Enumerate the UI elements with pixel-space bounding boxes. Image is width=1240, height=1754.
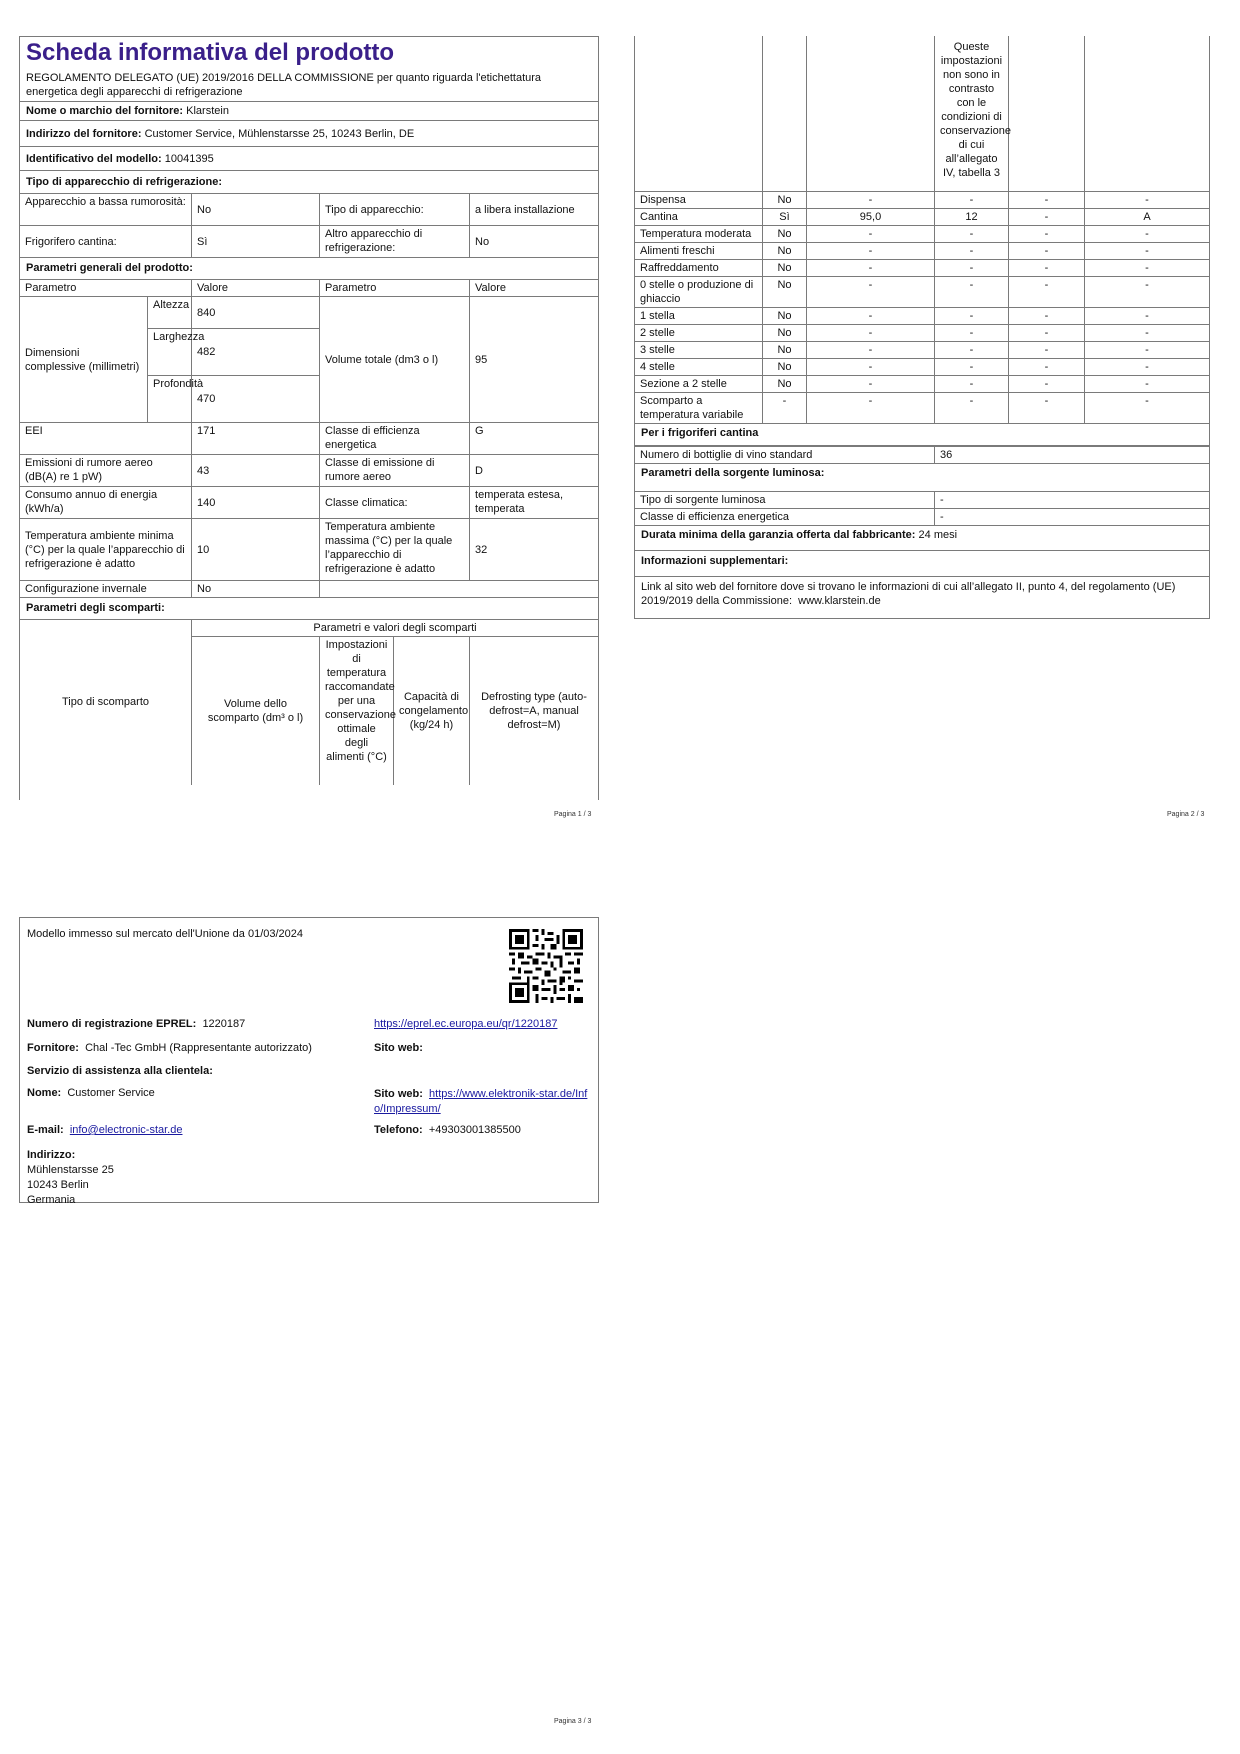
compartment-row [635, 242, 1210, 259]
compartment-volume: - [807, 242, 935, 259]
general-params-table [19, 279, 599, 598]
qr-code-icon [509, 929, 583, 1003]
supplier-value: Chal -Tec GmbH (Rappresentante autorizzato) [85, 1042, 312, 1054]
compartment-freeze: - [1009, 307, 1085, 324]
col-header-param: Parametro [20, 280, 192, 297]
page-title: Scheda informativa del prodotto [26, 39, 395, 66]
supplier-label: Nome o marchio del fornitore: [26, 105, 184, 117]
compartment-volume-header: Volume dello scomparto (dm³ o l) [192, 637, 320, 785]
page-number-3: Pagina 3 / 3 [554, 1718, 592, 1725]
compartment-freeze: - [1009, 358, 1085, 375]
compartment-name: Temperatura moderata [635, 225, 763, 242]
website-label-row [374, 1042, 423, 1054]
temp-note: Queste impostazioni non sono in contrasto con le condizioni di conservazione di cui all’allegato IV, tabella 3 [935, 36, 1009, 191]
compartment-temp-header: Impostazioni di temperatura raccomandate per una conservazione ottimale degli alimenti (°C) [320, 637, 394, 785]
email-label: E-mail: [27, 1124, 64, 1136]
winter-config-label: Configurazione invernale [20, 581, 192, 598]
model-row [20, 147, 598, 171]
bottles-value: 36 [935, 446, 1210, 463]
wine-heading: Per i frigoriferi cantina [635, 423, 1209, 446]
compartment-defrost: - [1085, 392, 1210, 423]
phone-label: Telefono: [374, 1124, 423, 1136]
compartment-temp: - [935, 259, 1009, 276]
appliance-type-label: Tipo di apparecchio: [320, 194, 470, 226]
compartment-name: 3 stelle [635, 341, 763, 358]
compartment-temp: - [935, 307, 1009, 324]
low-noise-value: No [192, 194, 320, 226]
website2-row [374, 1087, 594, 1117]
supplier-row [20, 102, 598, 121]
compartment-row [635, 259, 1210, 276]
compartment-present: No [763, 225, 807, 242]
compartment-row [635, 225, 1210, 242]
note-empty-5 [1085, 36, 1210, 191]
compartment-defrost: - [1085, 242, 1210, 259]
note-empty-4 [1009, 36, 1085, 191]
light-type-value: - [935, 491, 1210, 508]
compartment-volume: - [807, 307, 935, 324]
compartment-freeze-header: Capacità di congelamento (kg/24 h) [394, 637, 470, 785]
model-value: 10041395 [164, 153, 214, 165]
noise-class-label: Classe di emissione di rumore aereo [320, 455, 470, 487]
compartment-values-table [634, 36, 1210, 424]
warranty-label: Durata minima della garanzia offerta dal fabbricante: [641, 528, 916, 541]
compartment-defrost: - [1085, 276, 1210, 307]
address-value: Customer Service, Mühlenstarsse 25, 10243 Berlin, DE [144, 128, 415, 140]
compartment-row [635, 392, 1210, 423]
noise-value: 43 [192, 455, 320, 487]
info-text: Link al sito web del fornitore dove si trovano le informazioni di cui all’allegato II, punto 4, del regolamento (UE) 2019/2019 della Commissione: www.klarstein.de [641, 580, 1176, 607]
page-2-sheet [634, 36, 1210, 624]
compartment-temp: - [935, 242, 1009, 259]
compartment-name: Sezione a 2 stelle [635, 375, 763, 392]
noise-class-value: D [470, 455, 599, 487]
compartment-temp: - [935, 392, 1009, 423]
compartment-freeze: - [1009, 208, 1085, 225]
compartment-present: No [763, 324, 807, 341]
compartment-volume: - [807, 191, 935, 208]
compartment-present: No [763, 191, 807, 208]
width-value: 482 [192, 329, 320, 376]
website2-link[interactable]: https://www.elektronik-star.de/Info/Impressum/ [374, 1088, 588, 1115]
light-type-label: Tipo di sorgente luminosa [635, 491, 935, 508]
climate-class-label: Classe climatica: [320, 487, 470, 519]
volume-value: 95 [470, 297, 599, 423]
compartment-defrost: - [1085, 375, 1210, 392]
note-empty-3 [807, 36, 935, 191]
name-row [27, 1087, 155, 1099]
wine-cooler-value: Sì [192, 226, 320, 258]
compartment-name: Raffreddamento [635, 259, 763, 276]
page-2-lower-box [634, 423, 1210, 619]
compartment-present: No [763, 341, 807, 358]
winter-config-value: No [192, 581, 320, 598]
compartment-freeze: - [1009, 392, 1085, 423]
compartment-volume: 95,0 [807, 208, 935, 225]
compartment-defrost: - [1085, 259, 1210, 276]
compartment-present: Sì [763, 208, 807, 225]
supplier-label: Fornitore: [27, 1042, 79, 1054]
compartment-row [635, 191, 1210, 208]
eprel-label: Numero di registrazione EPREL: [27, 1018, 197, 1030]
energy-consumption-value: 140 [192, 487, 320, 519]
page-number-1: Pagina 1 / 3 [554, 811, 592, 818]
min-temp-label: Temperatura ambiente minima (°C) per la quale l’apparecchio di refrigerazione è adatto [20, 519, 192, 581]
compartment-temp: - [935, 191, 1009, 208]
compartment-name: 1 stella [635, 307, 763, 324]
compartment-row [635, 341, 1210, 358]
energy-class-label: Classe di efficienza energetica [320, 423, 470, 455]
bottles-table [634, 446, 1210, 464]
compartment-type-header: Tipo di scomparto [20, 620, 192, 785]
bottles-label: Numero di bottiglie di vino standard [635, 446, 935, 463]
height-label: Altezza [148, 297, 192, 329]
light-class-value: - [935, 508, 1210, 525]
website2-label: Sito web: [374, 1088, 423, 1100]
address-line-3: Germania [27, 1194, 76, 1206]
light-class-label: Classe di efficienza energetica [635, 508, 935, 525]
compartment-name: 0 stelle o produzione di ghiaccio [635, 276, 763, 307]
col-header-value: Valore [192, 280, 320, 297]
page-number-2: Pagina 2 / 3 [1167, 811, 1205, 818]
compartment-name: Scomparto a temperatura variabile [635, 392, 763, 423]
compartment-name: Alimenti freschi [635, 242, 763, 259]
eei-value: 171 [192, 423, 320, 455]
other-appliance-value: No [470, 226, 599, 258]
compartment-defrost: - [1085, 225, 1210, 242]
compartment-volume: - [807, 375, 935, 392]
type-table [19, 193, 599, 258]
supplier-value: Klarstein [186, 105, 229, 117]
depth-label: Profondità [148, 376, 192, 423]
max-temp-value: 32 [470, 519, 599, 581]
email-link[interactable]: info@electronic-star.de [69, 1124, 183, 1136]
info-heading: Informazioni supplementari: [635, 551, 1209, 577]
light-heading: Parametri della sorgente luminosa: [635, 464, 1209, 492]
compartment-temp: - [935, 225, 1009, 242]
compartment-defrost: - [1085, 358, 1210, 375]
address-label: Indirizzo: [27, 1149, 76, 1161]
compartment-row [635, 276, 1210, 307]
energy-consumption-label: Consumo annuo di energia (kWh/a) [20, 487, 192, 519]
height-value: 840 [192, 297, 320, 329]
compartment-present: - [763, 392, 807, 423]
type-heading: Tipo di apparecchio di refrigerazione: [20, 171, 598, 194]
compartment-name: 2 stelle [635, 324, 763, 341]
compartment-volume: - [807, 358, 935, 375]
compartment-freeze: - [1009, 225, 1085, 242]
address-label: Indirizzo del fornitore: [26, 128, 142, 140]
name-label: Nome: [27, 1087, 62, 1099]
compartment-temp: - [935, 358, 1009, 375]
service-heading: Servizio di assistenza alla clientela: [27, 1065, 213, 1077]
compartment-present: No [763, 276, 807, 307]
dimensions-label: Dimensioni complessive (millimetri) [20, 297, 148, 423]
compartment-present: No [763, 358, 807, 375]
compartment-temp: - [935, 341, 1009, 358]
compartment-temp: - [935, 324, 1009, 341]
general-heading: Parametri generali del prodotto: [20, 258, 598, 280]
warranty-value: 24 mesi [918, 528, 958, 541]
col-header-param-2: Parametro [320, 280, 470, 297]
compartment-temp: 12 [935, 208, 1009, 225]
info-url: www.klarstein.de [798, 594, 881, 607]
warranty-row [635, 526, 1209, 551]
compartment-defrost-header: Defrosting type (auto-defrost=A, manual defrost=M) [470, 637, 599, 785]
page-3-sheet [19, 917, 599, 1206]
climate-class-value: temperata estesa, temperata [470, 487, 599, 519]
compartment-freeze: - [1009, 276, 1085, 307]
page-1-sheet [19, 36, 599, 800]
compartment-defrost: A [1085, 208, 1210, 225]
compartment-freeze: - [1009, 242, 1085, 259]
compartment-defrost: - [1085, 191, 1210, 208]
address-block [27, 1148, 114, 1208]
phone-row [374, 1124, 521, 1136]
regulation-text: REGOLAMENTO DELEGATO (UE) 2019/2016 DELLA COMMISSIONE per quanto riguarda l'etichettatura energetica degli apparecchi di refrigerazione [20, 67, 598, 102]
compartment-volume: - [807, 276, 935, 307]
compartments-heading: Parametri degli scomparti: [20, 598, 598, 620]
compartment-present: No [763, 259, 807, 276]
energy-class-value: G [470, 423, 599, 455]
compartment-volume: - [807, 324, 935, 341]
compartment-freeze: - [1009, 324, 1085, 341]
noise-label: Emissioni di rumore aereo (dB(A) re 1 pW) [20, 455, 192, 487]
eprel-row [27, 1018, 245, 1030]
compartment-temp: - [935, 276, 1009, 307]
compartment-freeze: - [1009, 375, 1085, 392]
compartment-defrost: - [1085, 324, 1210, 341]
compartment-defrost: - [1085, 341, 1210, 358]
width-label: Larghezza [148, 329, 192, 376]
note-empty-1 [635, 36, 763, 191]
compartment-defrost: - [1085, 307, 1210, 324]
eei-label: EEI [20, 423, 192, 455]
min-temp-value: 10 [192, 519, 320, 581]
name-value: Customer Service [67, 1087, 155, 1099]
compartment-volume: - [807, 259, 935, 276]
note-empty-2 [763, 36, 807, 191]
compartment-row [635, 358, 1210, 375]
compartment-name: Cantina [635, 208, 763, 225]
compartment-freeze: - [1009, 191, 1085, 208]
eprel-value: 1220187 [202, 1018, 246, 1030]
depth-value: 470 [192, 376, 320, 423]
compartment-volume: - [807, 225, 935, 242]
other-appliance-label: Altro apparecchio di refrigerazione: [320, 226, 470, 258]
appliance-type-value: a libera installazione [470, 194, 599, 226]
compartment-header-table [19, 619, 599, 785]
compartment-name: Dispensa [635, 191, 763, 208]
compartment-row [635, 307, 1210, 324]
phone-value: +49303001385500 [428, 1124, 521, 1136]
volume-label: Volume totale (dm3 o l) [320, 297, 470, 423]
wine-cooler-label: Frigorifero cantina: [20, 226, 192, 258]
address-line-2: 10243 Berlin [27, 1179, 89, 1191]
compartment-temp: - [935, 375, 1009, 392]
compartment-volume: - [807, 392, 935, 423]
email-row [27, 1124, 182, 1136]
market-text: Modello immesso sul mercato dell'Unione da 01/03/2024 [27, 928, 304, 940]
compartment-row [635, 375, 1210, 392]
winter-config-empty [320, 581, 599, 598]
col-header-value-2: Valore [470, 280, 599, 297]
website-label: Sito web: [374, 1042, 423, 1054]
address-row [20, 121, 598, 147]
compartment-name: 4 stelle [635, 358, 763, 375]
model-label: Identificativo del modello: [26, 153, 162, 165]
max-temp-label: Temperatura ambiente massima (°C) per la quale l’apparecchio di refrigerazione è adatto [320, 519, 470, 581]
compartment-volume: - [807, 341, 935, 358]
compartment-params-header: Parametri e valori degli scomparti [192, 620, 599, 637]
light-table [634, 491, 1210, 526]
low-noise-label: Apparecchio a bassa rumorosità: [20, 194, 192, 226]
compartment-present: No [763, 375, 807, 392]
compartment-freeze: - [1009, 341, 1085, 358]
supplier-row [27, 1042, 312, 1054]
eprel-link[interactable]: https://eprel.ec.europa.eu/qr/1220187 [374, 1018, 558, 1030]
compartment-freeze: - [1009, 259, 1085, 276]
compartment-present: No [763, 242, 807, 259]
compartment-row [635, 324, 1210, 341]
compartment-present: No [763, 307, 807, 324]
compartment-row [635, 208, 1210, 225]
address-line-1: Mühlenstarsse 25 [27, 1164, 114, 1176]
